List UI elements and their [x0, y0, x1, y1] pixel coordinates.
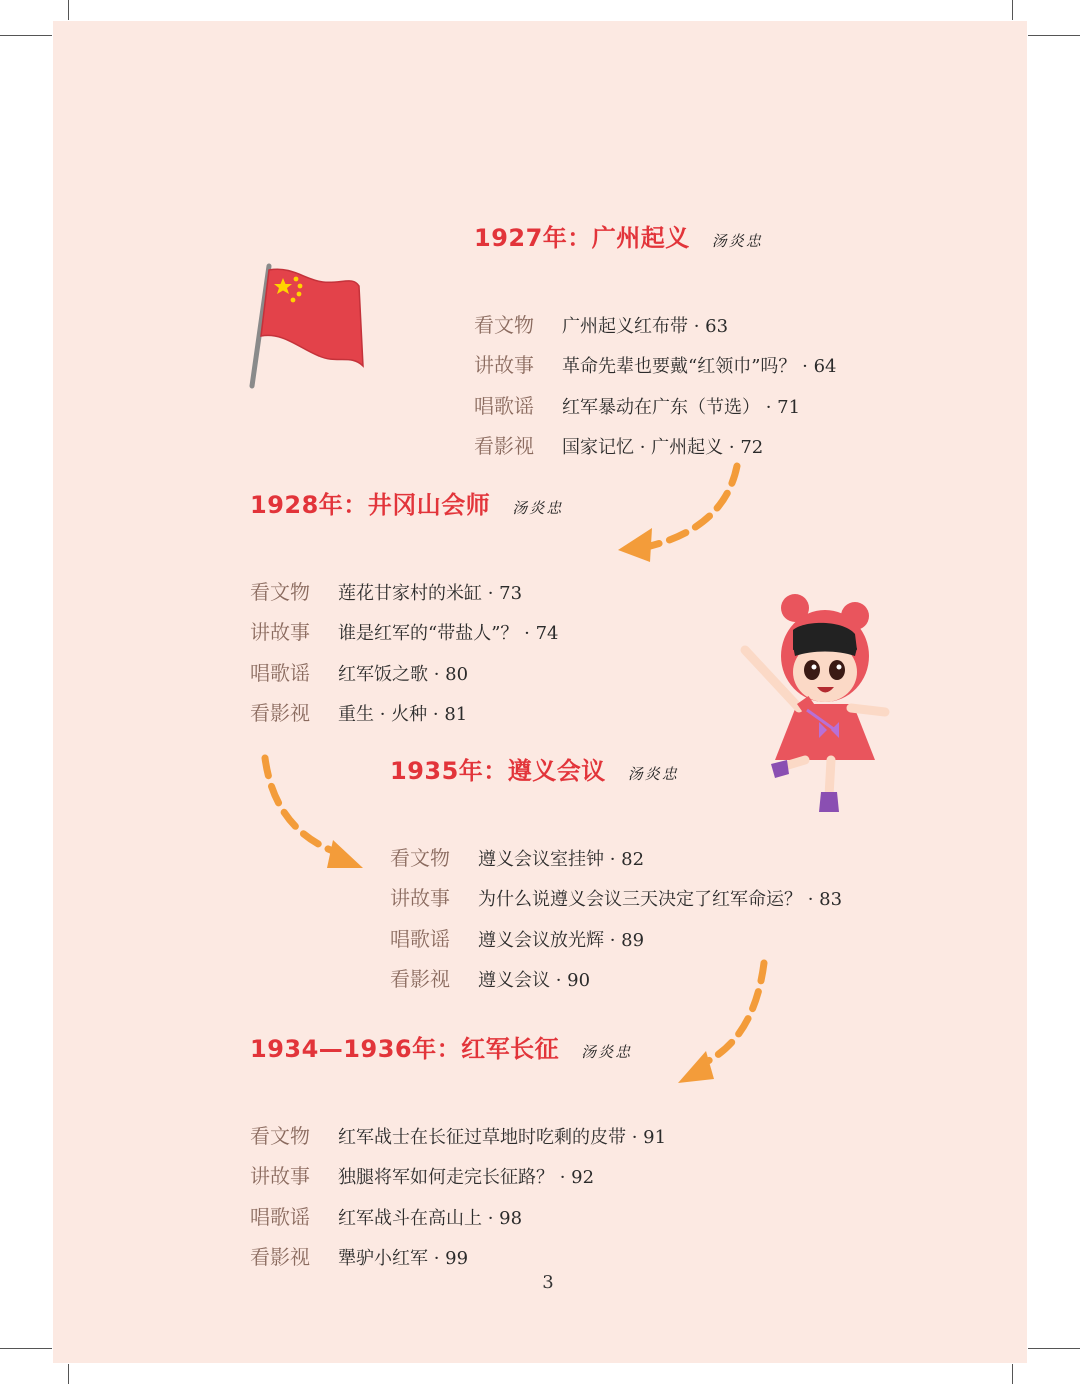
crop-mark — [0, 35, 52, 36]
toc-item-label: 看影视 — [390, 966, 450, 991]
toc-item-label: 唱歌谣 — [390, 926, 450, 951]
toc-item-entry: 遵义会议 · 90 — [478, 969, 591, 991]
toc-item-entry: 红军暴动在广东（节选） · 71 — [562, 396, 801, 418]
toc-item[interactable] — [250, 1160, 666, 1200]
toc-item-label: 讲故事 — [250, 620, 310, 645]
toc-item-label: 看文物 — [250, 1124, 310, 1148]
toc-item-entry: 红军饭之歌 · 80 — [338, 663, 469, 685]
section-title: 1927年：广州起义 — [474, 224, 690, 252]
section-author: 汤炎忠 — [627, 765, 679, 783]
section-author: 汤炎忠 — [711, 232, 763, 250]
section-author: 汤炎忠 — [581, 1043, 633, 1061]
toc-section-1928 — [250, 485, 563, 737]
toc-item-label: 唱歌谣 — [474, 393, 534, 418]
toc-item[interactable] — [390, 882, 842, 922]
toc-item-entry: 遵义会议室挂钟 · 82 — [478, 849, 645, 870]
toc-item[interactable] — [250, 576, 563, 616]
red-flag-icon — [245, 262, 370, 390]
toc-item[interactable] — [250, 697, 563, 737]
toc-item-label: 看文物 — [474, 313, 534, 337]
toc-section-1934-1936 — [250, 1029, 666, 1281]
section-title: 1928年：井冈山会师 — [250, 491, 491, 519]
section-author: 汤炎忠 — [512, 499, 564, 517]
toc-item-entry: 红军战士在长征过草地时吃剩的皮带 · 91 — [338, 1127, 667, 1148]
toc-item[interactable] — [390, 963, 842, 1003]
toc-item-label: 唱歌谣 — [250, 1204, 310, 1229]
toc-item-entry: 遵义会议放光辉 · 89 — [478, 929, 645, 951]
toc-item-label: 讲故事 — [250, 1164, 310, 1189]
section-heading — [250, 485, 563, 520]
toc-item-entry: 莲花甘家村的米缸 · 73 — [338, 583, 523, 604]
crop-mark — [1028, 35, 1080, 36]
section-heading — [390, 751, 842, 786]
crop-mark — [1012, 1364, 1013, 1384]
crop-mark — [0, 1348, 52, 1349]
toc-item-entry: 为什么说遵义会议三天决定了红军命运？ · 83 — [478, 889, 843, 911]
toc-item[interactable] — [474, 430, 836, 470]
toc-item[interactable] — [250, 657, 563, 697]
toc-item-label: 看影视 — [250, 700, 310, 725]
toc-item[interactable] — [250, 616, 563, 656]
toc-item-entry: 红军战斗在高山上 · 98 — [338, 1207, 523, 1229]
toc-item[interactable] — [390, 923, 842, 963]
toc-item-entry: 广州起义红布带 · 63 — [562, 316, 729, 337]
toc-item-label: 看影视 — [474, 433, 534, 458]
toc-item[interactable] — [474, 390, 836, 430]
toc-item[interactable] — [474, 309, 836, 349]
toc-section-1935 — [390, 751, 842, 1003]
toc-item-label: 看文物 — [250, 580, 310, 604]
toc-section-1927 — [474, 218, 836, 470]
crop-mark — [1012, 0, 1013, 20]
crop-mark — [1028, 1348, 1080, 1349]
section-title: 1934—1936年：红军长征 — [250, 1035, 560, 1063]
dashed-arrow-icon — [612, 458, 752, 566]
crop-mark — [68, 0, 69, 20]
toc-item-entry: 国家记忆 · 广州起义 · 72 — [562, 436, 764, 458]
toc-item-label: 看文物 — [390, 846, 450, 870]
toc-item-label: 讲故事 — [474, 353, 534, 378]
section-heading — [250, 1029, 666, 1064]
toc-item[interactable] — [474, 349, 836, 389]
toc-item-label: 讲故事 — [390, 886, 450, 911]
crop-mark — [68, 1364, 69, 1384]
toc-item-label: 唱歌谣 — [250, 660, 310, 685]
page-number: 3 — [542, 1272, 554, 1293]
toc-item-entry: 革命先辈也要戴“红领巾”吗？ · 64 — [562, 356, 837, 378]
section-heading — [474, 218, 836, 253]
toc-item-entry: 独腿将军如何走完长征路？ · 92 — [338, 1167, 595, 1189]
toc-item[interactable] — [250, 1120, 666, 1160]
section-title: 1935年：遵义会议 — [390, 757, 606, 785]
toc-item-label: 看影视 — [250, 1244, 310, 1269]
toc-item[interactable] — [390, 842, 842, 882]
toc-item-entry: 谁是红军的“带盐人”？ · 74 — [338, 623, 559, 645]
toc-item-entry: 犟驴小红军 · 99 — [338, 1247, 469, 1269]
toc-item[interactable] — [250, 1201, 666, 1241]
dashed-arrow-icon — [255, 750, 373, 872]
toc-item-entry: 重生 · 火种 · 81 — [338, 703, 468, 725]
toc-item[interactable] — [250, 1241, 666, 1281]
